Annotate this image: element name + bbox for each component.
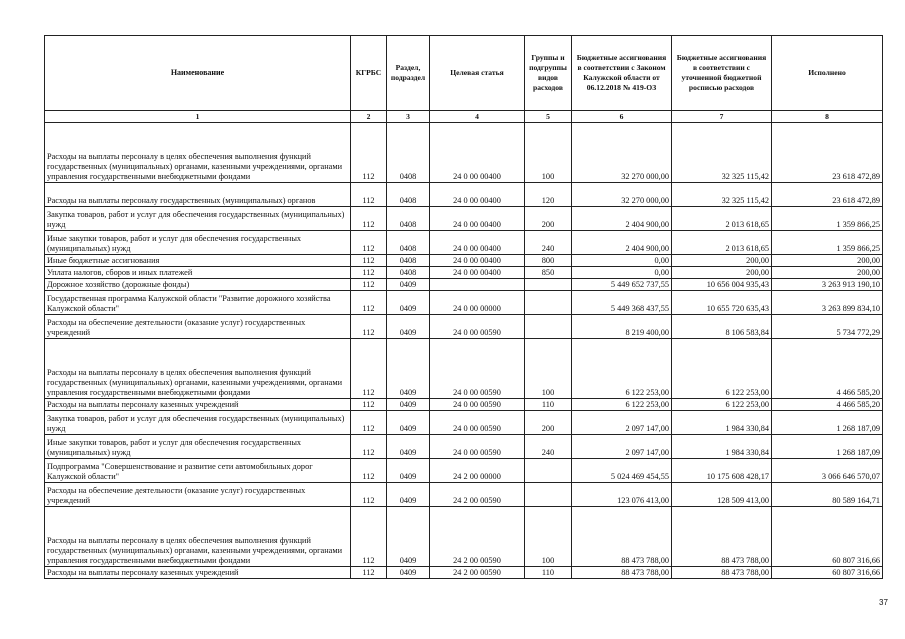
row-refined: 8 106 583,84 <box>672 315 772 339</box>
row-section: 0409 <box>387 567 430 579</box>
row-section: 0409 <box>387 291 430 315</box>
row-executed: 1 359 866,25 <box>772 207 883 231</box>
row-kgrbs: 112 <box>351 279 387 291</box>
row-approved: 0,00 <box>572 255 672 267</box>
row-kgrbs: 112 <box>351 183 387 207</box>
row-approved: 8 219 400,00 <box>572 315 672 339</box>
row-executed: 4 466 585,20 <box>772 399 883 411</box>
table-row <box>45 207 883 231</box>
row-group: 200 <box>525 411 572 435</box>
table-row <box>45 339 883 399</box>
row-name: Дорожное хозяйство (дорожные фонды) <box>45 279 351 291</box>
row-group: 100 <box>525 507 572 567</box>
row-name: Расходы на выплаты персоналу казенных учреждений <box>45 399 351 411</box>
row-section: 0409 <box>387 459 430 483</box>
row-executed: 5 734 772,29 <box>772 315 883 339</box>
table-row <box>45 483 883 507</box>
row-executed: 1 359 866,25 <box>772 231 883 255</box>
row-refined: 32 325 115,42 <box>672 183 772 207</box>
row-name: Расходы на выплаты персоналу в целях обеспечения выполнения функций государственных (муниципальных) органами, казенными учреждениями, органами управления государственными внебюджетными фондами <box>45 123 351 183</box>
table-row <box>45 279 883 291</box>
row-target: 24 0 00 00400 <box>430 207 525 231</box>
row-group: 100 <box>525 123 572 183</box>
row-executed: 3 066 646 570,07 <box>772 459 883 483</box>
column-number-row <box>45 111 883 123</box>
row-kgrbs: 112 <box>351 459 387 483</box>
row-target: 24 2 00 00590 <box>430 483 525 507</box>
row-approved: 88 473 788,00 <box>572 567 672 579</box>
row-refined: 2 013 618,65 <box>672 207 772 231</box>
row-target: 24 0 00 00400 <box>430 231 525 255</box>
row-name: Закупка товаров, работ и услуг для обеспечения государственных (муниципальных) нужд <box>45 207 351 231</box>
row-name: Расходы на обеспечение деятельности (оказание услуг) государственных учреждений <box>45 483 351 507</box>
row-group: 850 <box>525 267 572 279</box>
row-name: Расходы на выплаты персоналу в целях обеспечения выполнения функций государственных (муниципальных) органами, казенными учреждениями, органами управления государственными внебюджетными фондами <box>45 507 351 567</box>
header-group: Группы и подгруппы видов расходов <box>525 36 572 111</box>
row-group <box>525 459 572 483</box>
row-refined: 1 984 330,84 <box>672 411 772 435</box>
column-number: 5 <box>525 111 572 123</box>
row-target: 24 2 00 00590 <box>430 507 525 567</box>
row-kgrbs: 112 <box>351 435 387 459</box>
row-executed: 23 618 472,89 <box>772 183 883 207</box>
row-refined: 10 175 608 428,17 <box>672 459 772 483</box>
row-target: 24 0 00 00590 <box>430 339 525 399</box>
row-refined: 6 122 253,00 <box>672 339 772 399</box>
row-section: 0409 <box>387 411 430 435</box>
table-row <box>45 411 883 435</box>
row-approved: 32 270 000,00 <box>572 183 672 207</box>
row-approved: 6 122 253,00 <box>572 399 672 411</box>
row-name: Расходы на выплаты персоналу государственных (муниципальных) органов <box>45 183 351 207</box>
row-executed: 3 263 899 834,10 <box>772 291 883 315</box>
column-number: 6 <box>572 111 672 123</box>
row-group <box>525 315 572 339</box>
header-row <box>45 36 883 111</box>
table-row <box>45 315 883 339</box>
row-refined: 2 013 618,65 <box>672 231 772 255</box>
row-target: 24 0 00 00400 <box>430 255 525 267</box>
row-group: 110 <box>525 567 572 579</box>
row-section: 0409 <box>387 483 430 507</box>
table-body <box>45 123 883 579</box>
row-kgrbs: 112 <box>351 411 387 435</box>
row-kgrbs: 112 <box>351 339 387 399</box>
header-refined: Бюджетные ассигнования в соответствии с уточненной бюджетной росписью расходов <box>672 36 772 111</box>
row-refined: 10 655 720 635,43 <box>672 291 772 315</box>
row-refined: 10 656 004 935,43 <box>672 279 772 291</box>
table-row <box>45 231 883 255</box>
header-section: Раздел, подраздел <box>387 36 430 111</box>
row-refined: 88 473 788,00 <box>672 567 772 579</box>
row-name: Государственная программа Калужской области "Развитие дорожного хозяйства Калужской области" <box>45 291 351 315</box>
row-refined: 6 122 253,00 <box>672 399 772 411</box>
table-row <box>45 183 883 207</box>
row-name: Закупка товаров, работ и услуг для обеспечения государственных (муниципальных) нужд <box>45 411 351 435</box>
row-refined: 32 325 115,42 <box>672 123 772 183</box>
row-approved: 2 404 900,00 <box>572 231 672 255</box>
header-approved: Бюджетные ассигнования в соответствии с Законом Калужской области от 06.12.2018 № 419-ОЗ <box>572 36 672 111</box>
header-target: Целевая статья <box>430 36 525 111</box>
row-approved: 2 097 147,00 <box>572 411 672 435</box>
row-executed: 4 466 585,20 <box>772 339 883 399</box>
row-target: 24 0 00 00000 <box>430 291 525 315</box>
row-approved: 32 270 000,00 <box>572 123 672 183</box>
row-target: 24 0 00 00590 <box>430 411 525 435</box>
row-executed: 1 268 187,09 <box>772 435 883 459</box>
table-row <box>45 567 883 579</box>
row-target: 24 0 00 00400 <box>430 267 525 279</box>
row-name: Иные закупки товаров, работ и услуг для обеспечения государственных (муниципальных) нужд <box>45 231 351 255</box>
row-approved: 2 097 147,00 <box>572 435 672 459</box>
row-group: 200 <box>525 207 572 231</box>
row-section: 0409 <box>387 435 430 459</box>
row-section: 0408 <box>387 267 430 279</box>
row-section: 0408 <box>387 123 430 183</box>
row-name: Иные бюджетные ассигнования <box>45 255 351 267</box>
header-name: Наименование <box>45 36 351 111</box>
row-section: 0409 <box>387 315 430 339</box>
row-executed: 200,00 <box>772 255 883 267</box>
row-name: Иные закупки товаров, работ и услуг для обеспечения государственных (муниципальных) нужд <box>45 435 351 459</box>
row-executed: 60 807 316,66 <box>772 567 883 579</box>
row-executed: 1 268 187,09 <box>772 411 883 435</box>
row-kgrbs: 112 <box>351 507 387 567</box>
row-target: 24 0 00 00400 <box>430 183 525 207</box>
row-group: 110 <box>525 399 572 411</box>
row-group: 120 <box>525 183 572 207</box>
row-name: Уплата налогов, сборов и иных платежей <box>45 267 351 279</box>
row-kgrbs: 112 <box>351 315 387 339</box>
table-row <box>45 123 883 183</box>
table-row <box>45 399 883 411</box>
row-refined: 200,00 <box>672 267 772 279</box>
row-executed: 23 618 472,89 <box>772 123 883 183</box>
row-name: Расходы на выплаты персоналу в целях обеспечения выполнения функций государственных (муниципальных) органами, казенными учреждениями, органами управления государственными внебюджетными фондами <box>45 339 351 399</box>
table-row <box>45 435 883 459</box>
row-approved: 5 024 469 454,55 <box>572 459 672 483</box>
row-section: 0409 <box>387 507 430 567</box>
row-group: 240 <box>525 435 572 459</box>
row-kgrbs: 112 <box>351 255 387 267</box>
row-group <box>525 483 572 507</box>
column-number: 2 <box>351 111 387 123</box>
row-group <box>525 279 572 291</box>
row-kgrbs: 112 <box>351 567 387 579</box>
row-executed: 80 589 164,71 <box>772 483 883 507</box>
row-refined: 128 509 413,00 <box>672 483 772 507</box>
row-group: 100 <box>525 339 572 399</box>
row-target: 24 0 00 00590 <box>430 315 525 339</box>
column-number: 4 <box>430 111 525 123</box>
row-group: 240 <box>525 231 572 255</box>
row-target <box>430 279 525 291</box>
row-executed: 60 807 316,66 <box>772 507 883 567</box>
row-section: 0409 <box>387 399 430 411</box>
row-target: 24 0 00 00590 <box>430 435 525 459</box>
row-target: 24 0 00 00400 <box>430 123 525 183</box>
row-refined: 88 473 788,00 <box>672 507 772 567</box>
row-kgrbs: 112 <box>351 267 387 279</box>
row-approved: 6 122 253,00 <box>572 339 672 399</box>
row-target: 24 2 00 00000 <box>430 459 525 483</box>
row-kgrbs: 112 <box>351 399 387 411</box>
row-kgrbs: 112 <box>351 231 387 255</box>
row-target: 24 0 00 00590 <box>430 399 525 411</box>
row-executed: 200,00 <box>772 267 883 279</box>
row-approved: 123 076 413,00 <box>572 483 672 507</box>
row-name: Подпрограмма "Совершенствование и развитие сети автомобильных дорог Калужской области" <box>45 459 351 483</box>
row-section: 0409 <box>387 339 430 399</box>
column-number: 8 <box>772 111 883 123</box>
row-approved: 5 449 652 737,55 <box>572 279 672 291</box>
row-refined: 1 984 330,84 <box>672 435 772 459</box>
row-group <box>525 291 572 315</box>
row-approved: 2 404 900,00 <box>572 207 672 231</box>
row-section: 0408 <box>387 231 430 255</box>
row-section: 0408 <box>387 183 430 207</box>
row-refined: 200,00 <box>672 255 772 267</box>
row-name: Расходы на обеспечение деятельности (оказание услуг) государственных учреждений <box>45 315 351 339</box>
page-number: 37 <box>879 598 888 607</box>
row-approved: 5 449 368 437,55 <box>572 291 672 315</box>
column-number: 3 <box>387 111 430 123</box>
column-number: 1 <box>45 111 351 123</box>
row-target: 24 2 00 00590 <box>430 567 525 579</box>
row-kgrbs: 112 <box>351 291 387 315</box>
budget-table <box>44 35 883 579</box>
row-approved: 88 473 788,00 <box>572 507 672 567</box>
header-executed: Исполнено <box>772 36 883 111</box>
column-number: 7 <box>672 111 772 123</box>
row-kgrbs: 112 <box>351 207 387 231</box>
row-kgrbs: 112 <box>351 483 387 507</box>
table-row <box>45 267 883 279</box>
table-row <box>45 459 883 483</box>
row-section: 0408 <box>387 255 430 267</box>
row-section: 0409 <box>387 279 430 291</box>
row-section: 0408 <box>387 207 430 231</box>
row-group: 800 <box>525 255 572 267</box>
row-executed: 3 263 913 190,10 <box>772 279 883 291</box>
table-row <box>45 291 883 315</box>
row-approved: 0,00 <box>572 267 672 279</box>
header-kgrbs: КГРБС <box>351 36 387 111</box>
row-name: Расходы на выплаты персоналу казенных учреждений <box>45 567 351 579</box>
table-row <box>45 507 883 567</box>
table-row <box>45 255 883 267</box>
row-kgrbs: 112 <box>351 123 387 183</box>
